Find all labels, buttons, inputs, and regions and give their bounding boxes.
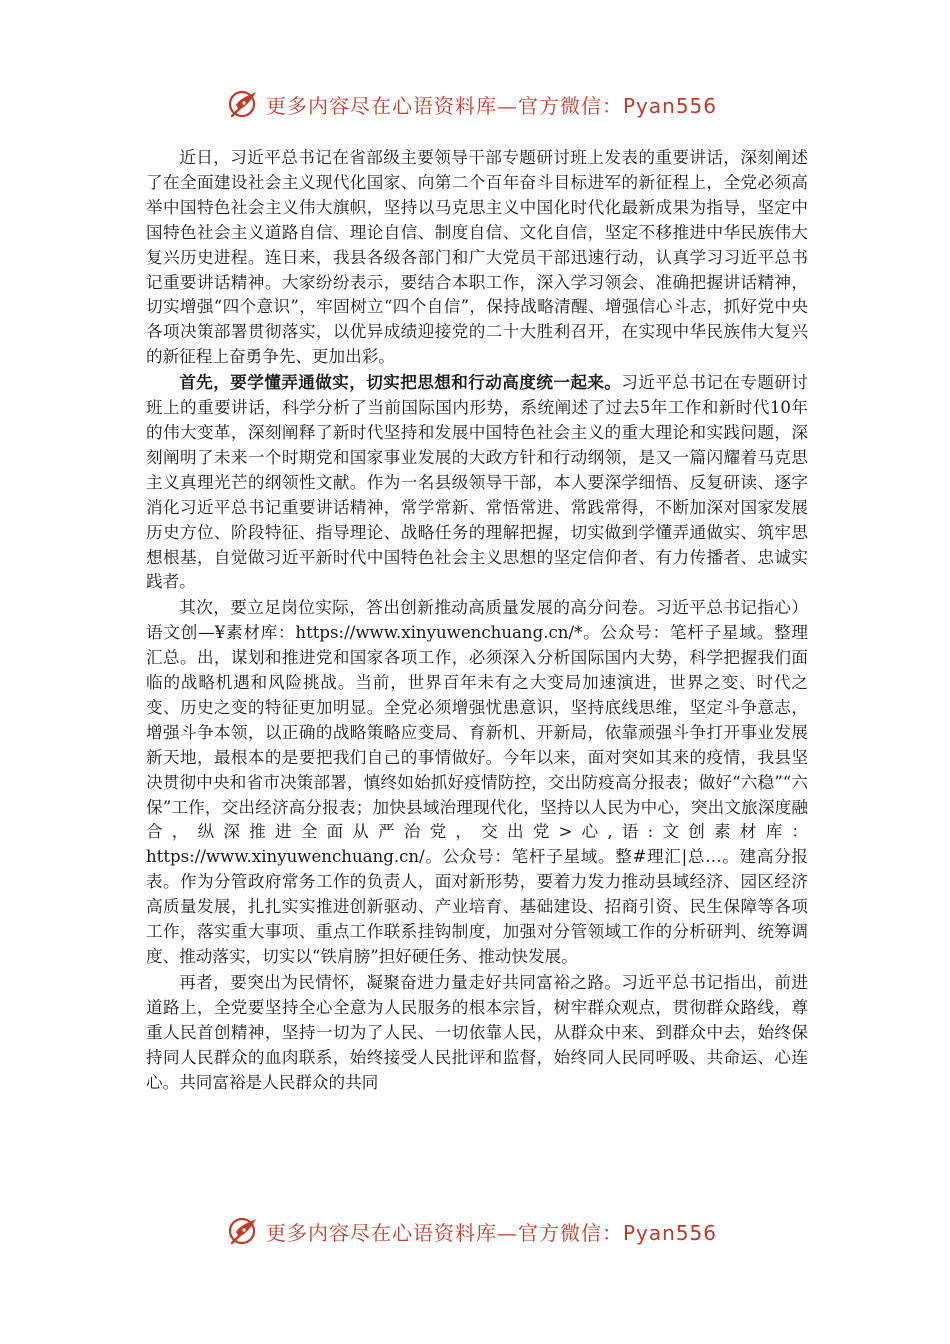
paragraph-text: 其次，要立足岗位实际，答出创新推动高质量发展的高分问卷。习近平总书记指心）语文创—¥素材库：https://www.xinyuwenchuang.cn/*。公众号：笔杆子星域。整理汇总。出，谋划和推进党和国家各项工作，必须深入分析国际国内大势，科学把握我们面临的战略机遇和风险挑战。当前，世界百年未有之大变局加速演进，世界之变、时代之变、历史之变的特征更加明显。全党必须增强忧患意识，坚持底线思维，坚定斗争意志，增强斗争本领，以正确的战略策略应变局、育新机、开新局，依靠顽强斗争打开事业发展新天地，最根本的是要把我们自己的事情做好。今年以来，面对突如其来的疫情，我县坚决贯彻中央和省市决策部署，慎终如始抓好疫情防控，交出防疫高分报表；做好“六稳”“六保”工作，交出经济高分报表；加快县域治理现代化，坚持以人民为中心，突出文旅深度融合，纵深推进全面从严治党，交出党>心,语:文创素材库：https://www.xinyuwenchuang.cn/。公众号：笔杆子星域。整#理汇|总…。建高分报表。作为分管政府常务工作的负责人，面对新形势，要着力发力推动县域经济、园区经济高质量发展，扎扎实实推进创新驱动、产业培育、基础建设、招商引资、民生保障等各项工作，落实重大事项、重点工作联系挂钩制度，加强对分管领域工作的分析研判、统筹调度、推动落实，切实以“铁肩膀”担好硬任务、推动快发展。	[146, 598, 808, 966]
footer-watermark-banner	[226, 1211, 746, 1251]
banner-label: 更多内容尽在心语资料库—官方微信：	[266, 93, 623, 118]
banner-text	[266, 1217, 717, 1246]
paragraph-third	[146, 970, 808, 1096]
article-body	[146, 145, 808, 1095]
paragraph-intro	[146, 145, 808, 370]
banner-wechat-id: Pyan556	[623, 93, 718, 118]
paragraph-text: 习近平总书记在专题研讨班上的重要讲话，科学分析了当前国际国内形势，系统阐述了过去5年工作和新时代10年的伟大变革，深刻阐释了新时代坚持和发展中国特色社会主义的重大理论和实践问题，深刻阐明了未来一个时期党和国家事业发展的大政方针和行动纲领，是又一篇闪耀着马克思主义真理光芒的纲领性文献。作为一名县级领导干部，本人要深学细悟、反复研读、逐字消化习近平总书记重要讲话精神，常学常新、常悟常进、常践常得，不断加深对国家发展历史方位、阶段特征、指导理论、战略任务的理解把握，切实做到学懂弄通做实、筑牢思想根基，自觉做习近平新时代中国特色社会主义思想的坚定信仰者、有力传播者、忠诚实践者。	[146, 373, 809, 592]
pen-nib-logo-icon	[226, 86, 262, 122]
paragraph-lead: 首先，要学懂弄通做实，切实把思想和行动高度统一起来。	[179, 372, 622, 393]
banner-label: 更多内容尽在心语资料库—官方微信：	[266, 1220, 623, 1245]
pen-nib-logo-icon	[226, 1213, 262, 1249]
paragraph-first	[146, 370, 808, 595]
paragraph-text: 再者，要突出为民情怀，凝聚奋进力量走好共同富裕之路。习近平总书记指出，前进道路上，全党要坚持全心全意为人民服务的根本宗旨，树牢群众观点，贯彻群众路线，尊重人民首创精神，坚持一切为了人民、一切依靠人民，从群众中来、到群众中去，始终保持同人民群众的血肉联系，始终接受人民批评和监督，始终同人民同呼吸、共命运、心连心。共同富裕是人民群众的共同	[146, 972, 808, 1092]
banner-text	[266, 90, 717, 119]
paragraph-second	[146, 595, 808, 970]
header-watermark-banner	[226, 84, 746, 124]
paragraph-text: 近日，习近平总书记在省部级主要领导干部专题研讨班上发表的重要讲话，深刻阐述了在全面建设社会主义现代化国家、向第二个百年奋斗目标进军的新征程上，全党必须高举中国特色社会主义伟大旗帜，坚持以马克思主义中国化时代化最新成果为指导，坚定中国特色社会主义道路自信、理论自信、制度自信、文化自信，坚定不移推进中华民族伟大复兴历史进程。连日来，我县各级各部门和广大党员干部迅速行动，认真学习习近平总书记重要讲话精神。大家纷纷表示，要结合本职工作，深入学习领会、准确把握讲话精神，切实增强“四个意识”，牢固树立“四个自信”，保持战略清醒、增强信心斗志，抓好党中央各项决策部署贯彻落实，以优异成绩迎接党的二十大胜利召开，在实现中华民族伟大复兴的新征程上奋勇争先、更加出彩。	[146, 148, 808, 367]
banner-wechat-id: Pyan556	[623, 1220, 718, 1245]
